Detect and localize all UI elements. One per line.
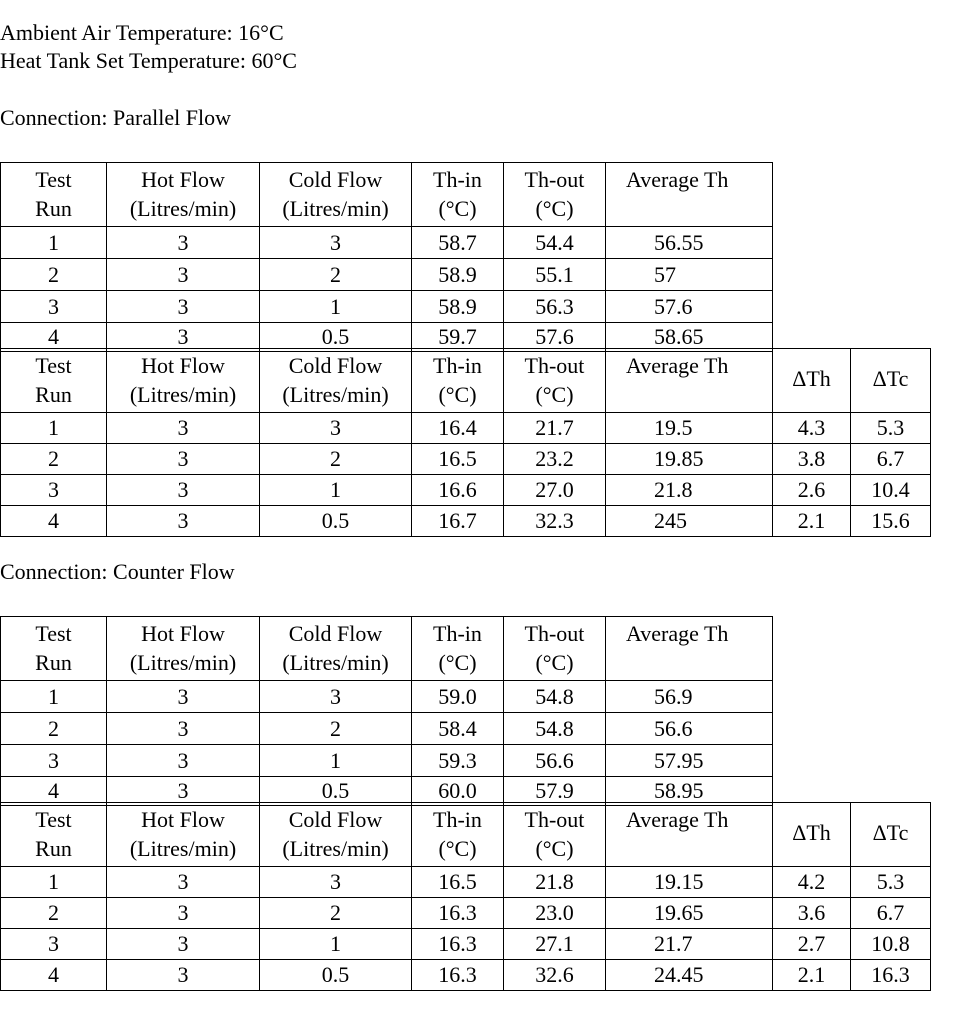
header-line: (°C) (438, 196, 477, 221)
header-hot-flow (107, 617, 260, 681)
counter-cold-table (0, 802, 931, 991)
cell-delta-th: 3.6 (773, 898, 851, 929)
cell-th-in: 58.4 (412, 713, 504, 745)
cell-delta-tc: 10.4 (851, 475, 931, 506)
header-test-run (1, 163, 107, 227)
table-row (1, 413, 931, 444)
cell-hot-flow: 3 (107, 227, 260, 259)
cell-average-th: 24.45 (606, 960, 773, 991)
header-average-th (606, 617, 773, 681)
cell-test-run: 4 (1, 777, 107, 806)
cell-hot-flow: 3 (107, 506, 260, 537)
header-cold-flow (260, 349, 412, 413)
cell-test-run: 3 (1, 745, 107, 777)
cell-cold-flow: 0.5 (260, 323, 412, 352)
header-line: (Litres/min) (129, 196, 237, 221)
parallel-flow-tables (0, 162, 930, 533)
cell-test-run: 1 (1, 867, 107, 898)
table-row (1, 475, 931, 506)
cell-th-out: 21.8 (504, 867, 606, 898)
cell-average-th: 58.65 (606, 323, 773, 352)
table-row (1, 259, 773, 291)
cell-th-out: 23.2 (504, 444, 606, 475)
cell-average-th: 58.95 (606, 777, 773, 806)
cell-delta-tc: 5.3 (851, 413, 931, 444)
cell-hot-flow: 3 (107, 777, 260, 806)
cell-th-out: 54.4 (504, 227, 606, 259)
parallel-flow-heading: Connection: Parallel Flow (0, 105, 231, 130)
cell-th-in: 16.3 (412, 898, 504, 929)
header-average-th (606, 349, 773, 413)
cell-average-th: 21.8 (606, 475, 773, 506)
cell-th-in: 16.7 (412, 506, 504, 537)
cell-cold-flow: 2 (260, 898, 412, 929)
header-line: (°C) (535, 382, 574, 407)
cell-test-run: 3 (1, 929, 107, 960)
header-th-out (504, 617, 606, 681)
cell-test-run: 2 (1, 713, 107, 745)
header-line: Cold Flow (288, 621, 383, 646)
cell-th-out: 32.3 (504, 506, 606, 537)
table-row (1, 227, 773, 259)
table-row (1, 929, 931, 960)
cell-delta-th: 2.6 (773, 475, 851, 506)
cell-th-out: 27.0 (504, 475, 606, 506)
cell-hot-flow: 3 (107, 291, 260, 323)
header-line: ΔTc (872, 366, 909, 391)
cell-th-in: 16.3 (412, 929, 504, 960)
cell-th-out: 32.6 (504, 960, 606, 991)
cell-average-th: 57 (606, 259, 773, 291)
header-cold-flow (260, 617, 412, 681)
header-line: Run (35, 196, 72, 221)
cell-th-in: 16.6 (412, 475, 504, 506)
header-hot-flow (107, 349, 260, 413)
cell-delta-tc: 10.8 (851, 929, 931, 960)
header-line: Cold Flow (288, 167, 383, 192)
cell-th-out: 55.1 (504, 259, 606, 291)
header-line: (°C) (535, 836, 574, 861)
cell-th-in: 59.3 (412, 745, 504, 777)
cell-delta-tc: 16.3 (851, 960, 931, 991)
table-row (1, 681, 773, 713)
header-line: (°C) (535, 650, 574, 675)
header-line: Th-out (524, 353, 585, 378)
cell-delta-th: 4.3 (773, 413, 851, 444)
cell-cold-flow: 0.5 (260, 777, 412, 806)
cell-hot-flow: 3 (107, 413, 260, 444)
cell-th-out: 23.0 (504, 898, 606, 929)
cell-test-run: 1 (1, 413, 107, 444)
counter-hot-table (0, 616, 773, 806)
cell-cold-flow: 3 (260, 867, 412, 898)
table-row (1, 745, 773, 777)
counter-hot-tbody (1, 617, 773, 806)
cell-test-run: 4 (1, 506, 107, 537)
header-line: Cold Flow (288, 807, 383, 832)
header-th-in (412, 617, 504, 681)
header-line: (Litres/min) (282, 196, 389, 221)
header-row (1, 163, 773, 227)
header-test-run (1, 349, 107, 413)
header-th-in (412, 163, 504, 227)
table-row (1, 506, 931, 537)
header-line: Run (35, 382, 72, 407)
header-test-run (1, 617, 107, 681)
header-line: Average Th (626, 807, 729, 832)
header-line: ΔTc (872, 820, 909, 845)
cell-average-th: 245 (606, 506, 773, 537)
header-average-th (606, 803, 773, 867)
table-row (1, 960, 931, 991)
cell-cold-flow: 1 (260, 291, 412, 323)
header-line: Th-in (433, 167, 482, 192)
cell-test-run: 2 (1, 259, 107, 291)
cell-th-out: 57.6 (504, 323, 606, 352)
cell-th-out: 21.7 (504, 413, 606, 444)
cell-cold-flow: 1 (260, 929, 412, 960)
cell-hot-flow: 3 (107, 259, 260, 291)
header-line: Th-in (433, 621, 482, 646)
cell-th-in: 59.0 (412, 681, 504, 713)
cell-th-out: 27.1 (504, 929, 606, 960)
table-row (1, 444, 931, 475)
cell-th-in: 59.7 (412, 323, 504, 352)
cell-cold-flow: 0.5 (260, 506, 412, 537)
cell-cold-flow: 3 (260, 227, 412, 259)
cell-test-run: 1 (1, 681, 107, 713)
cell-average-th: 56.55 (606, 227, 773, 259)
cell-th-out: 54.8 (504, 713, 606, 745)
counter-flow-heading: Connection: Counter Flow (0, 559, 235, 584)
parallel-hot-table (0, 162, 773, 352)
cell-test-run: 2 (1, 898, 107, 929)
table-row (1, 898, 931, 929)
cell-average-th: 56.9 (606, 681, 773, 713)
header-row (1, 803, 931, 867)
cell-hot-flow: 3 (107, 867, 260, 898)
header-line: (Litres/min) (129, 382, 237, 407)
cell-delta-th: 3.8 (773, 444, 851, 475)
cell-th-in: 58.9 (412, 259, 504, 291)
cell-hot-flow: 3 (107, 444, 260, 475)
parallel-cold-table (0, 348, 931, 537)
cell-th-in: 16.5 (412, 444, 504, 475)
header-test-run (1, 803, 107, 867)
cell-delta-th: 4.2 (773, 867, 851, 898)
cell-hot-flow: 3 (107, 929, 260, 960)
header-line: Cold Flow (288, 353, 383, 378)
cell-th-in: 58.9 (412, 291, 504, 323)
cell-cold-flow: 2 (260, 713, 412, 745)
header-th-out (504, 163, 606, 227)
header-th-in (412, 803, 504, 867)
cell-hot-flow: 3 (107, 323, 260, 352)
header-line: Test (35, 353, 72, 378)
header-line: Average Th (626, 621, 729, 646)
header-line: Hot Flow (141, 353, 225, 378)
cell-delta-th: 2.7 (773, 929, 851, 960)
header-line: Average Th (626, 353, 729, 378)
cell-test-run: 1 (1, 227, 107, 259)
parallel-cold-tbody (1, 349, 931, 537)
counter-cold-tbody (1, 803, 931, 991)
cell-cold-flow: 2 (260, 259, 412, 291)
cell-th-in: 60.0 (412, 777, 504, 806)
cell-cold-flow: 2 (260, 444, 412, 475)
header-line: Test (35, 621, 72, 646)
cell-test-run: 4 (1, 960, 107, 991)
cell-hot-flow: 3 (107, 898, 260, 929)
cell-cold-flow: 1 (260, 745, 412, 777)
header-hot-flow (107, 803, 260, 867)
header-delta-th (773, 349, 851, 413)
header-line: Th-out (524, 807, 585, 832)
cell-th-out: 57.9 (504, 777, 606, 806)
tank-set-temperature: Heat Tank Set Temperature: 60°C (0, 48, 297, 73)
header-line: Hot Flow (141, 807, 225, 832)
cell-hot-flow: 3 (107, 475, 260, 506)
cell-cold-flow: 3 (260, 413, 412, 444)
cell-average-th: 57.95 (606, 745, 773, 777)
header-row (1, 349, 931, 413)
header-line: (°C) (438, 382, 477, 407)
header-line: (Litres/min) (282, 382, 389, 407)
cell-average-th: 19.5 (606, 413, 773, 444)
header-line: Hot Flow (141, 167, 225, 192)
cell-test-run: 2 (1, 444, 107, 475)
table-row (1, 291, 773, 323)
cell-average-th: 19.85 (606, 444, 773, 475)
header-line: Th-out (524, 621, 585, 646)
header-line: (Litres/min) (282, 650, 389, 675)
header-line: Test (35, 807, 72, 832)
cell-average-th: 56.6 (606, 713, 773, 745)
header-line: Average Th (626, 167, 729, 192)
cell-th-out: 54.8 (504, 681, 606, 713)
cell-delta-tc: 6.7 (851, 898, 931, 929)
header-row (1, 617, 773, 681)
header-line: (Litres/min) (282, 836, 389, 861)
cell-average-th: 57.6 (606, 291, 773, 323)
header-hot-flow (107, 163, 260, 227)
cell-average-th: 21.7 (606, 929, 773, 960)
cell-average-th: 19.15 (606, 867, 773, 898)
table-row (1, 867, 931, 898)
cell-th-in: 58.7 (412, 227, 504, 259)
cell-test-run: 4 (1, 323, 107, 352)
cell-test-run: 3 (1, 291, 107, 323)
cell-delta-th: 2.1 (773, 506, 851, 537)
cell-test-run: 3 (1, 475, 107, 506)
header-th-in (412, 349, 504, 413)
header-line: (°C) (438, 836, 477, 861)
cell-th-out: 56.3 (504, 291, 606, 323)
cell-hot-flow: 3 (107, 681, 260, 713)
cell-th-out: 56.6 (504, 745, 606, 777)
header-line: (Litres/min) (129, 836, 237, 861)
ambient-temperature: Ambient Air Temperature: 16°C (0, 20, 284, 45)
cell-cold-flow: 0.5 (260, 960, 412, 991)
cell-th-in: 16.3 (412, 960, 504, 991)
header-line: Run (35, 836, 72, 861)
header-th-out (504, 349, 606, 413)
header-line: Th-in (433, 353, 482, 378)
cell-delta-tc: 15.6 (851, 506, 931, 537)
header-line: Test (35, 167, 72, 192)
header-delta-th (773, 803, 851, 867)
cell-hot-flow: 3 (107, 713, 260, 745)
header-cold-flow (260, 163, 412, 227)
cell-th-in: 16.4 (412, 413, 504, 444)
header-average-th (606, 163, 773, 227)
cell-th-in: 16.5 (412, 867, 504, 898)
header-line: (°C) (438, 650, 477, 675)
cell-cold-flow: 3 (260, 681, 412, 713)
header-cold-flow (260, 803, 412, 867)
cell-delta-tc: 6.7 (851, 444, 931, 475)
header-line: Th-out (524, 167, 585, 192)
header-line: (Litres/min) (129, 650, 237, 675)
counter-flow-tables (0, 616, 930, 987)
header-delta-tc (851, 349, 931, 413)
cell-cold-flow: 1 (260, 475, 412, 506)
header-line: Th-in (433, 807, 482, 832)
cell-hot-flow: 3 (107, 960, 260, 991)
header-line: Hot Flow (141, 621, 225, 646)
header-line: ΔTh (792, 366, 831, 391)
table-row (1, 713, 773, 745)
cell-hot-flow: 3 (107, 745, 260, 777)
header-line: (°C) (535, 196, 574, 221)
cell-delta-th: 2.1 (773, 960, 851, 991)
header-line: Run (35, 650, 72, 675)
cell-average-th: 19.65 (606, 898, 773, 929)
cell-delta-tc: 5.3 (851, 867, 931, 898)
parallel-hot-tbody (1, 163, 773, 352)
header-line: ΔTh (792, 820, 831, 845)
header-th-out (504, 803, 606, 867)
header-delta-tc (851, 803, 931, 867)
